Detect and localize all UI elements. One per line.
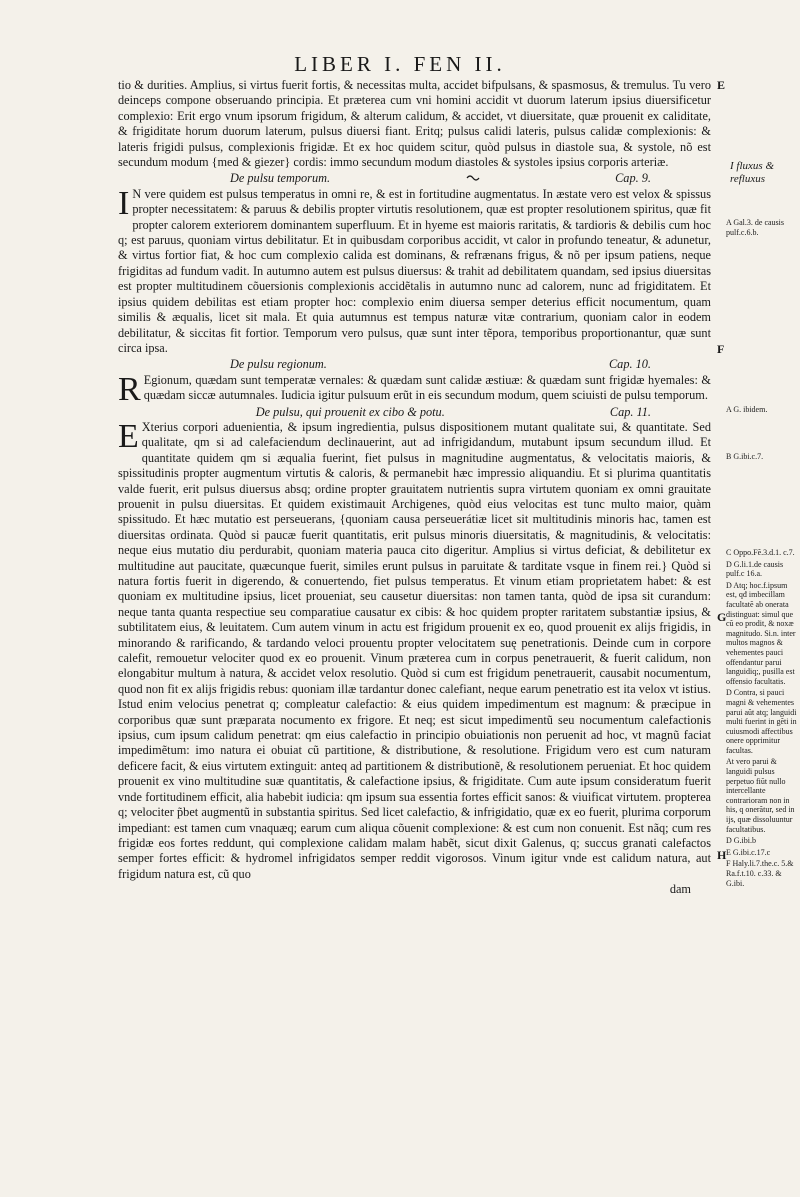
section-body xyxy=(118,370,711,408)
intro-paragraph: tio & durities. Amplius, si virtus fuerit fortis, & necessitas multa, accidet bifpulsans, & spasmosus, & tremulus. Tu vero deinceps compone obseruando principia. Et præterea cum vni homini accidit vt duorum laterum ipsius diuersificetur complexio: Erit ergo vnum ipsorum frigidum, & alterum calidum, & accidet, vt diuersitate, quæ prouenit ex caliditate, & frigiditate horum duorum laterum, pulsus diuersi fiant. Eritq; pulsus calidi lateris, pulsus calidæ complexionis: & lateris frigidi pulsus, complexionis frigidæ. Et ex hoc quidem scitur, quòd pulsus in diastole sua, & systole, nõ est secundum modum {med & giezer} cordis: immo secundum modum diastoles & systoles ipsius corporis arteriæ. xyxy=(118,78,711,170)
section-heading xyxy=(144,405,711,420)
margin-note: F Haly.li.7.the.c. 5.& Ra.f.t.10. c.33. & G.ibi. xyxy=(726,859,794,888)
margin-note: D Contra, si pauci magni & vehementes parui aŭt atq; languidi multi fuerint in gẽti in cuiusmodi affectibus onere opprimitur facultas. xyxy=(726,688,797,755)
section-heading xyxy=(118,171,711,186)
margin-note: B G.ibi.c.7. xyxy=(726,452,764,461)
running-header: LIBER I. FEN II. xyxy=(294,52,506,76)
margin-note: At vero parui & languidi pulsus perpetuo fiũt nullo intercellante contrarioram non in his, q onerãtur, sed in ijs, quæ dissoluuntur facultatibus. xyxy=(726,757,795,834)
margin-letter: H xyxy=(717,848,727,862)
drop-capital: R xyxy=(118,370,141,408)
margin-letter: E xyxy=(717,78,726,92)
margin-letter: G xyxy=(717,610,727,624)
margin-note: E G.ibi.c.17.c xyxy=(726,847,771,857)
section-pulse-seasons xyxy=(118,171,711,356)
main-text-column xyxy=(118,78,711,898)
chapter-number: Cap. 10. xyxy=(608,357,651,372)
margin-note: D Atq; hoc.f.ipsum est, qđ imbecillam facultatẽ ab onerata distinguat: simul que cũ eo prodit, & noxæ magnitudo. Si.n. inter multos magnos & vehementes pauci offendantur parui languidiq;, pusilla est offensio facultatis. xyxy=(726,580,796,686)
section-body xyxy=(118,417,711,882)
margin-notes-4 xyxy=(726,548,798,890)
section-text: Egionum, quædam sunt temperatæ vernales: & quædam sunt calidæ æstiuæ: & quædam sunt frigidæ hyemales: & quædam siccæ autumnales. Iudicia igitur pulsuum erũt in eis secundum modum, quem sciuisti de pulsu temporum. xyxy=(143,372,711,403)
section-pulse-food-drink xyxy=(118,405,711,898)
fleuron-icon xyxy=(466,171,480,186)
chapter-number: Cap. 11. xyxy=(609,404,651,419)
margin-letter: F xyxy=(717,342,725,356)
margin-note: C Oppo.Fẽ.3.d.1. c.7. xyxy=(726,548,795,557)
catchword: dam xyxy=(669,882,691,897)
margin-note-italic: I fluxus & refluxus xyxy=(730,160,774,185)
section-text: Xterius corpori aduenientia, & ipsum ingredientia, pulsus dispositionem mutant qualitate sui, & quantitate. Sed qualitate, qm si ad calefaciendum declinauerint, aut ad infrigidandum, mutabunt ipsum secundum illud. Et quantitate quidem qm si æqualia fuerint, fiet pulsus in magnitudine augmentatus, & velocitatis maioris, & spissitudinis propter augmentum virtutis & caloris, & permanebit hæc impressio aliquandiu. Et si plurima quantitatis valde fuerit, erit pulsus diuersus absq; ordine propter grauitatem nutrientis supra virtutem quoniam ex omni grauitate prouenit in pulsu diuersitas. Et quidem existimauit Archigenes, quòd eius velocitas est tunc multo maior, quàm spissitudo. Et hæc mutatio est perseuerans, {quoniam causa perseuerátiæ licet sit multitudinis minoris hac, tamen est diuersitas ordinata. Quòd si paucæ fuerit quantitatis, erit pulsus minoris diuersitatis, & magnitudinis, & velocitatis: neque eius mutatio diu perdurabit, quoniam materia pauca cito digeritur. Amplius si virtus deficiat, & debilitetur ex multitudine aut paucitate, quæcunque fuerit, similes erunt pulsus in paruitate & tarditate vsque in finem rei.} Quòd si natura fortis fuerit in digerendo, & conuertendo, fiet pulsus temperatus. Et vinum etiam proprietatem habet: & est quoniam ex multitudine ipsius, licet proueniat, seu causetur diuersitas: non tamen tanta, quòd de ipsa sit curandum: neque tanta quanta respectiue seu comparatiue causatur ex cibis: & hoc quidem propter raritatem substantiæ ipsius, & subtilitatem eius, & leuitatem. Cum autem vinum in actu est frigidum prouenit ex eo, quod prouenit ex alijs frigidis, in minorando & rarificando, & tardando veloci prouentu propter velocitatem suę penetrationis. Deinde cum in corpore calefit, remouetur velociter quod ex eo prouenit. Vinum præterea cum in corpus penetrauerit, & fuerit calidum, non elongabitur multum à natura, & accidet velox resolutio. Quòd si cum est frigidum penetrauerit, causabit nocumentum, quod non fit ex alijs frigidis rebus: quoniam illæ tardantur donec calefiant, neque earum penetratio est ita velox vt istius. Istud enim velocius penetrat q; compleatur calefactio: & eius quidem impedimentum est magnum: & præcipue in corporibus quæ sunt præparata nocumento ex frigore. Et neq; est sicut impedimentũ seu nocumentum calefactionis ipsius, cum ipsum calidum penetrat: qm eius calefactio in principio obuiationis non peruenit ad hoc, vt magnũ faciat impedimẽtum: imo natura ei obuiat cũ partitione, & distributione, & resolutione. Frigidum vero est cum naturam deficere facit, & eius virtutem extinguit: anteq ad partitionem & distributionẽ, & resolutionem perueniat. Et hoc quidem prouenit ex vino multitudine suæ quantitatis, & calefactione ipsius, & frigiditate. Cum aute ipsum consideratum fuerit vnde fortitudinem efficit, alia habebit iudicia: qm ipsum sua essentia fortes efficit sanos: & viuificat virtutem. propterea q; velociter p̃bet augmentũ in substantia spiritus. Sed licet calefactio, & infrigidatio, quæ ex eo fuerit, plurima corporum impediant: est tamen cum vnaquæq; earum cum aliqua cõuenit complexione: & est cum non conuenit. Est nãq; cum res frigidæ eos fortes reddunt, qui complexione calidam malam habẽt, sicut dixit Galenus, q; succus granati calefactos semper fortes efficit: & hydromel infrigidatos semper reddit vigorosos. Vinum igitur vnde est calidum natura, aut frigidum natura est, cũ quo xyxy=(118,419,711,881)
section-title: De pulsu temporum. xyxy=(230,171,331,186)
chapter-number: Cap. 9. xyxy=(615,171,651,186)
margin-note: A G. ibidem. xyxy=(726,405,768,414)
section-title: De pulsu, qui prouenit ex cibo & potu. xyxy=(255,404,445,419)
section-heading xyxy=(118,357,711,372)
section-title: De pulsu regionum. xyxy=(230,357,327,372)
margin-note: D G.li.1.de causis pulf.c 16.a. xyxy=(726,559,784,579)
margin-notes-2 xyxy=(726,405,798,417)
margin-notes-3 xyxy=(726,452,798,464)
margin-notes-1 xyxy=(726,218,798,239)
margin-note: A Gal.3. de causis pulf.c.6.b. xyxy=(726,218,784,237)
section-body xyxy=(118,184,711,356)
section-pulse-regions xyxy=(118,357,711,408)
drop-capital: I xyxy=(118,184,130,222)
drop-capital: E xyxy=(118,417,139,455)
section-text: N vere quidem est pulsus temperatus in omni re, & est in fortitudine augmentatus. In æstate vero est velox & spissus propter necessitatem: & paruus & debilis propter virtutis resolutionem, quæ est propter resolutionem spiritus, quæ fit propter calorem exteriorem dominantem superfluum. Et in hyeme est maioris raritatis, & tardioris & debilis cum hoc q; est paruus, quoniam virtus debilitatur. Et in quibusdam corporibus accidit, vt calor in profundo teneatur, & adunetur, & virtus fortior fiat, & hoc cum complexio calida est dominans, & refrænans frigus, & nõ per ipsum patiens, neque frigiditas ad fundum vadit. In autumno autem est pulsus diuersus: & trahit ad debilitatem quandam, sed ipsius diuersitas est propter multitudinem cõuersionis complexionis accidẽtalis in autumno nunc ad calorem, nunc ad frigiditatem. Et ipsius quidem debilitas est etiam propter hoc: complexio enim diuersa semper deterius efficit nocumentum, quam similis & æqualis, licet sit mala. Et quia autumnus est tempus naturæ vitæ contrarium, quoniam calor in eodem debilitatur, & siccitas fit fortior. Temporum vero pulsus, quæ sunt inter tẽpora, temporibus proportionantur, quæ sunt circa ipsa. xyxy=(118,186,711,355)
margin-note: D G.ibi.b xyxy=(726,836,756,846)
